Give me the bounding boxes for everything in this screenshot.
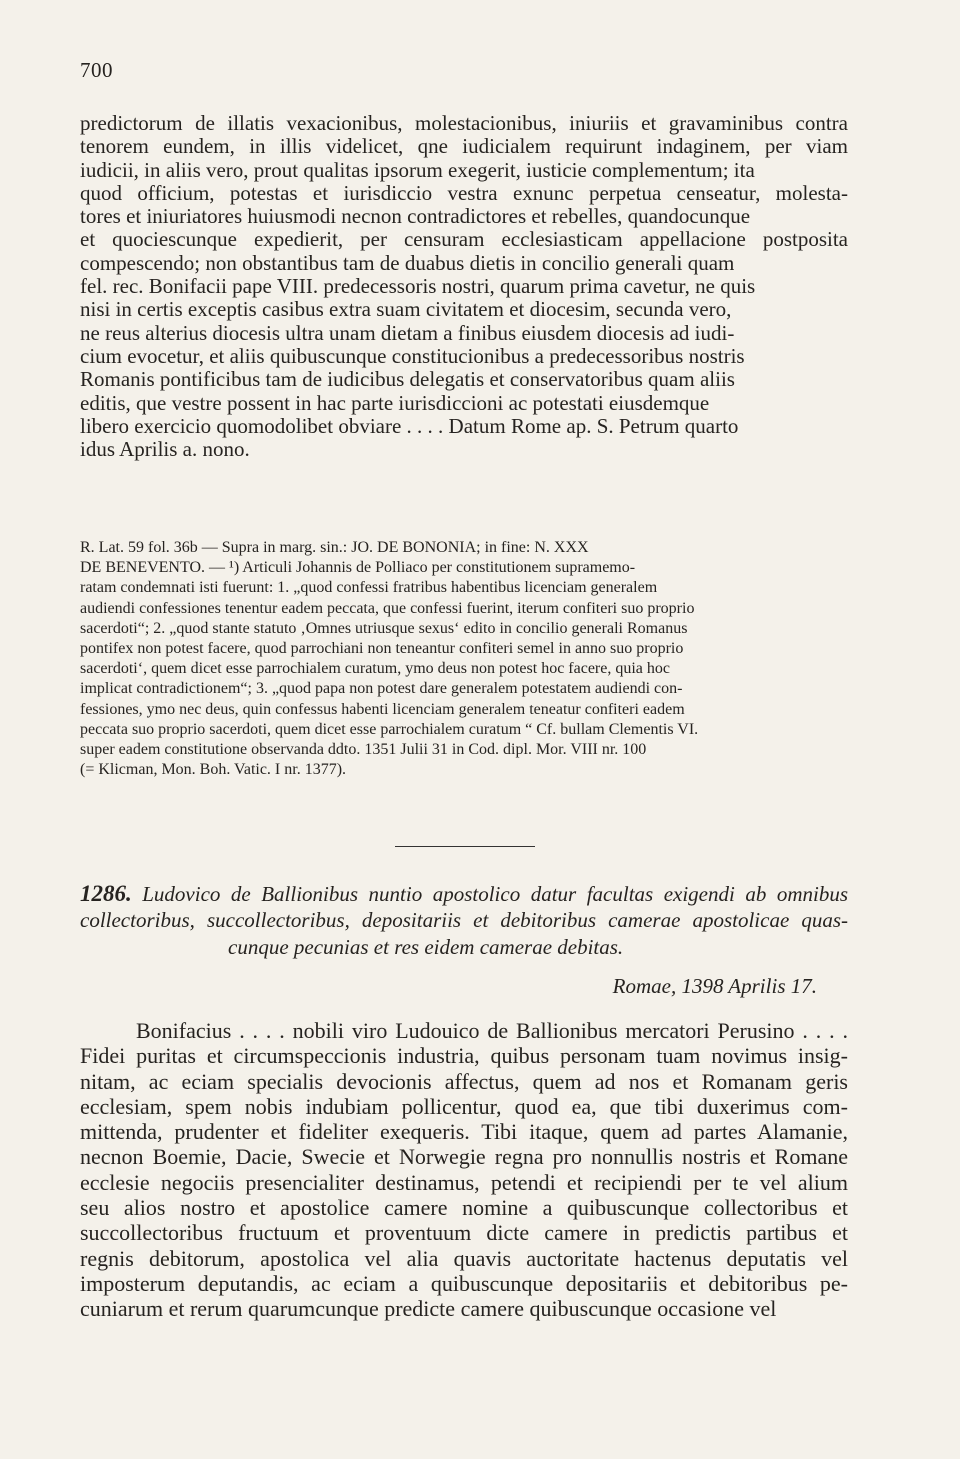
footnote-line: sacerdoti‘, quem dicet esse parrochialem curatum, ymo deus non potest hoc facere, quia hoc [80,660,670,678]
footnote-line: DE BENEVENTO. — ¹) Articuli Johannis de Polliaco per constitutionem supramemo- [80,559,636,577]
document-number: 1286. [80,881,132,906]
text-line: imposterum deputandis, ac eciam a quibuscunque depositariis et debitoribus pe- [80,1270,848,1296]
text-line: succollectoribus fructuum et proventuum dicte camere in predictis partibus et [80,1220,848,1246]
footnote-line: super eadem constitutione observanda ddto. 1351 Julii 31 in Cod. dipl. Mor. VIII nr. 100 [80,740,647,758]
text-line: quod officium, potestas et iurisdiccio vestra exnunc perpetua censeatur, molesta- [80,180,848,205]
text-line: tores et iniuriatores huiusmodi necnon contradictores et rebelles, quandocunque [80,204,751,229]
document-date: Romae, 1398 Aprilis 17. [612,974,817,998]
document-heading [80,880,848,961]
text-line: fel. rec. Bonifacii pape VIII. predecessoris nostri, quarum prima cavetur, ne quis [80,274,756,299]
text-line: libero exercicio quomodolibet obviare . . . . Datum Rome ap. S. Petrum quarto [80,413,739,438]
text-line: seu alios nostro et apostolice camere nomine a quibuscunque collectoribus et [80,1195,848,1221]
footnote [80,538,848,780]
section-divider [395,846,535,847]
text-line: cuniarum et rerum quarumcunque predicte camere quibuscunque occasione vel [80,1296,777,1322]
text-line: editis, que vestre possent in hac parte iurisdiccioni ac potestati eiusdemque [80,390,710,415]
text-line: ecclesie negociis presencialiter destinamus, petendi et recipiendi per te vel alium [80,1169,848,1195]
heading-line [80,880,848,907]
text-line: predictorum de illatis vexacionibus, molestacionibus, iniuriis et gravaminibus contra [80,111,848,135]
text-line: Bonifacius . . . . nobili viro Ludouico de Ballionibus mercatori Perusino . . . . [136,1018,848,1043]
text-line: nitam, ac eciam specialis devocionis affectus, quem ad nos et Romanam geris [80,1068,848,1094]
text-line: Romanis pontificibus tam de iudicibus delegatis et conservatoribus quam aliis [80,367,735,392]
text-line: necnon Boemie, Dacie, Swecie et Norwegie regna pro nonnullis nostris et Romane [80,1144,848,1170]
heading-text: Ludovico de Ballionibus nuntio apostolico datur facultas exigendi ab omnibus [142,882,848,906]
footnote-line: fessiones, ymo nec deus, quin confessus habenti licenciam generalem teneatur confiteri eadem [80,700,685,718]
text-line: nisi in certis exceptis casibus extra suam civitatem et diocesim, secunda vero, [80,297,732,322]
main-paragraph [80,1018,848,1322]
footnote-line: sacerdoti“; 2. „quod stante statuto ‚Omnes utriusque sexus‘ edito in concilio generali Romanus [80,619,688,637]
text-line: regnis debitorum, apostolica vel alia quavis auctoritate hactenus deputatis vel [80,1245,848,1271]
footnote-line: pontifex non potest facere, quod parrochiani non teneantur confiteri semel in anno suo proprio [80,639,684,657]
heading-line: cunque pecunias et res eidem camerae debitas. [228,935,624,959]
footnote-line: ratam condemnati isti fuerunt: 1. „quod confessi fratribus habentibus licenciam generalem [80,579,658,597]
text-line: mittenda, prudenter et fideliter exequeris. Tibi itaque, quem ad partes Alamanie, [80,1119,848,1145]
footnote-line: peccata suo proprio sacerdoti, quem dicet esse parrochialem curatum “ Cf. bullam Clementis VI. [80,720,699,738]
text-line: ne reus alterius diocesis ultra unam dietam a finibus eiusdem diocesis ad iudi- [80,320,735,345]
heading-line: collectoribus, succollectoribus, depositariis et debitoribus camerae apostolicae quas- [80,908,848,932]
text-line: Fidei puritas et circumspeccionis industria, quibus personam tuam novimus insig- [80,1043,848,1069]
text-line: et quociescunque expedierit, per censuram ecclesiasticam appellacione postposita [80,227,848,252]
text-line: cium evocetur, et aliis quibuscunque constitucionibus a predecessoribus nostris [80,343,745,368]
text-line: ecclesiam, spem nobis indubiam pollicentur, quod ea, que tibi duxerimus com- [80,1093,848,1119]
text-line: idus Aprilis a. nono. [80,437,250,462]
text-line: iudicii, in aliis vero, prout qualitas ipsorum exegerit, iusticie complementum; ita [80,157,755,182]
text-line: compescendo; non obstantibus tam de duabus dietis in concilio generali quam [80,250,735,275]
footnote-line: R. Lat. 59 fol. 36b — Supra in marg. sin.: JO. DE BONONIA; in fine: N. XXX [80,539,589,556]
footnote-line: audiendi confessiones tenentur eadem peccata, que confessi fuerint, iterum confiteri suo proprio [80,599,695,617]
page-number: 700 [80,58,113,82]
text-line: tenorem eundem, in illis videlicet, qne iudicialem requirunt indaginem, per viam [80,134,848,159]
continued-paragraph [80,112,848,461]
footnote-line: (= Klicman, Mon. Boh. Vatic. I nr. 1377). [80,761,347,779]
footnote-line: implicat contradictionem“; 3. „quod papa non potest dare generalem potestatem audiendi con- [80,680,683,698]
